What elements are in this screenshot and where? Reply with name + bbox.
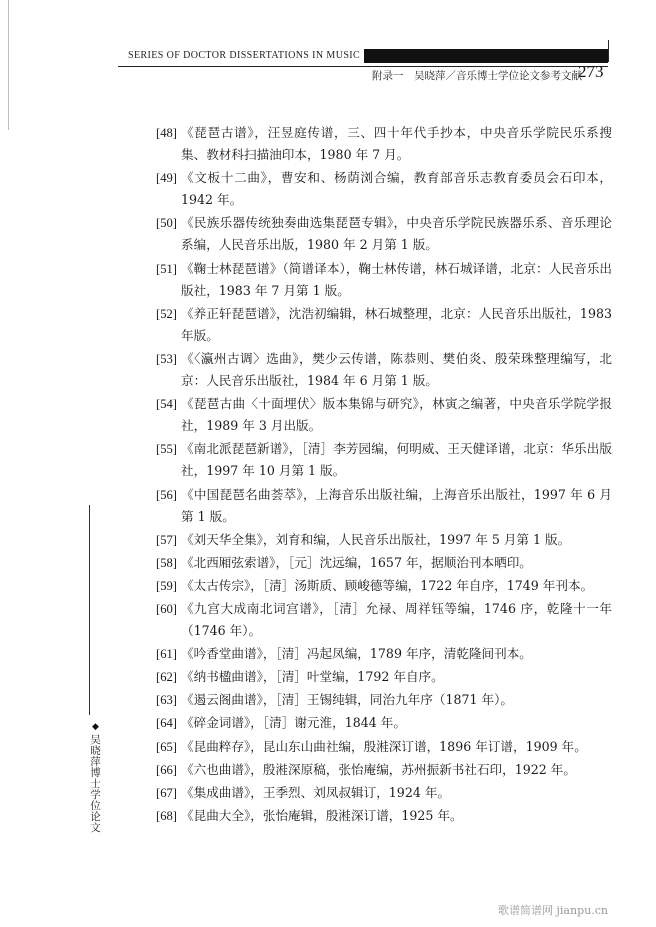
series-title: SERIES OF DOCTOR DISSERTATIONS IN MUSIC xyxy=(128,50,361,61)
reference-item xyxy=(156,122,612,166)
side-label-text: 吴晓萍博士学位论文 xyxy=(89,734,101,833)
reference-number: [64] xyxy=(156,716,177,731)
reference-item xyxy=(156,258,612,302)
reference-text: 《集成曲谱》，王季烈、刘凤叔辑订，1924 年。 xyxy=(181,784,451,800)
reference-text: 《吟香堂曲谱》，［清］冯起凤编，1789 年序，清乾隆间刊本。 xyxy=(181,646,532,662)
reference-item xyxy=(156,666,612,688)
reference-number: [58] xyxy=(156,555,177,570)
reference-number: [57] xyxy=(156,532,177,547)
reference-number: [49] xyxy=(156,171,177,186)
reference-number: [65] xyxy=(156,739,177,754)
reference-text: 《刘天华全集》，刘育和编，人民音乐出版社，1997 年 5 月第 1 版。 xyxy=(181,531,571,547)
reference-item xyxy=(156,348,612,392)
reference-number: [66] xyxy=(156,762,177,777)
reference-text: 《琵琶古曲〈十面埋伏〉版本集锦与研究》，林寅之编著，中央音乐学院学报社，1989 年 3 月出版。 xyxy=(181,396,612,434)
reference-item xyxy=(156,712,612,734)
reference-item xyxy=(156,438,612,482)
reference-text: 《北西厢弦索谱》，［元］沈远编，1657 年，据顺治刊本晒印。 xyxy=(181,554,532,570)
reference-item xyxy=(156,212,612,256)
reference-text: 《文板十二曲》，曹安和、杨荫浏合编，教育部音乐志教育委员会石印本，1942 年。 xyxy=(181,170,612,208)
watermark: 歌谱简谱网 jianpu.cn xyxy=(498,904,608,917)
reference-list xyxy=(156,122,612,828)
reference-number: [59] xyxy=(156,578,177,593)
reference-number: [62] xyxy=(156,670,177,685)
reference-item xyxy=(156,393,612,437)
reference-item xyxy=(156,782,612,804)
reference-item xyxy=(156,484,612,528)
reference-number: [61] xyxy=(156,647,177,662)
margin-rule xyxy=(89,505,90,715)
reference-item xyxy=(156,736,612,758)
reference-text: 《昆曲大全》，张怡庵辑，殷溎深订谱，1925 年。 xyxy=(181,807,463,823)
reference-number: [63] xyxy=(156,693,177,708)
scan-edge-right xyxy=(608,40,609,62)
reference-number: [52] xyxy=(156,306,177,321)
scan-edge-left xyxy=(8,0,9,130)
reference-text: 《琵琶古谱》，汪昱庭传谱，三、四十年代手抄本，中央音乐学院民乐系搜集、教材科扫描油印本，1980 年 7 月。 xyxy=(181,125,612,163)
side-label xyxy=(88,722,103,833)
reference-item xyxy=(156,805,612,827)
reference-number: [67] xyxy=(156,785,177,800)
page-number: 273 xyxy=(578,62,604,81)
header-rule xyxy=(118,66,608,67)
reference-text: 《昆曲粹存》，昆山东山曲社编，殷溎深订谱，1896 年订谱，1909 年。 xyxy=(181,738,587,754)
reference-number: [60] xyxy=(156,601,177,616)
reference-item xyxy=(156,759,612,781)
header-bar xyxy=(364,49,608,63)
reference-text: 《九宫大成南北词宫谱》，［清］允禄、周祥钰等编，1746 序，乾隆十一年（1746 年）。 xyxy=(181,600,612,639)
reference-text: 《鞠士林琵琶谱》（简谱译本），鞠士林传谱，林石城译谱，北京：人民音乐出版社，1983 年 7 月第 1 版。 xyxy=(181,260,612,298)
reference-text: 《养正轩琵琶谱》，沈浩初编辑，林石城整理，北京：人民音乐出版社，1983 年版。 xyxy=(181,305,612,343)
reference-item xyxy=(156,167,612,211)
reference-text: 《遏云阁曲谱》，［清］王锡纯辑，同治九年序（1871 年）。 xyxy=(181,692,513,708)
diamond-icon: ◆ xyxy=(92,722,99,732)
reference-number: [53] xyxy=(156,351,177,366)
reference-text: 《碎金词谱》，［清］谢元淮，1844 年。 xyxy=(181,715,406,731)
reference-text: 《六也曲谱》，殷溎深原稿，张怡庵编，苏州振新书社石印，1922 年。 xyxy=(181,761,576,777)
reference-number: [55] xyxy=(156,442,177,457)
reference-item xyxy=(156,575,612,597)
reference-text: 《中国琵琶名曲荟萃》，上海音乐出版社编，上海音乐出版社，1997 年 6 月第 1 版。 xyxy=(181,486,612,524)
reference-text: 《民族乐器传统独奏曲选集琵琶专辑》，中央音乐学院民族器乐系、音乐理论系编，人民音乐出版，1980 年 2 月第 1 版。 xyxy=(181,215,612,253)
running-head: 附录一 吴晓萍／音乐博士学位论文参考文献 xyxy=(372,70,582,82)
reference-number: [50] xyxy=(156,216,177,231)
reference-number: [48] xyxy=(156,126,177,140)
reference-number: [51] xyxy=(156,261,177,276)
reference-text: 《太古传宗》，［清］汤斯质、顾峻德等编，1722 年自序，1749 年刊本。 xyxy=(181,577,594,593)
reference-number: [68] xyxy=(156,808,177,823)
reference-item xyxy=(156,529,612,551)
reference-item xyxy=(156,598,612,642)
reference-item xyxy=(156,552,612,574)
reference-number: [56] xyxy=(156,487,177,502)
reference-item xyxy=(156,689,612,711)
reference-text: 《纳书楹曲谱》，［清］叶堂编，1792 年自序。 xyxy=(181,669,444,685)
reference-text: 《南北派琵琶新谱》，［清］李芳园编，何明威、王天健译谱，北京：华乐出版社，1997 年 10 月第 1 版。 xyxy=(181,441,612,479)
reference-item xyxy=(156,303,612,347)
reference-item xyxy=(156,643,612,665)
reference-text: 《〈瀛州古调〉选曲》，樊少云传谱，陈恭则、樊伯炎、殷荣珠整理编写，北京：人民音乐出版社，1984 年 6 月第 1 版。 xyxy=(181,350,612,389)
reference-number: [54] xyxy=(156,397,177,412)
